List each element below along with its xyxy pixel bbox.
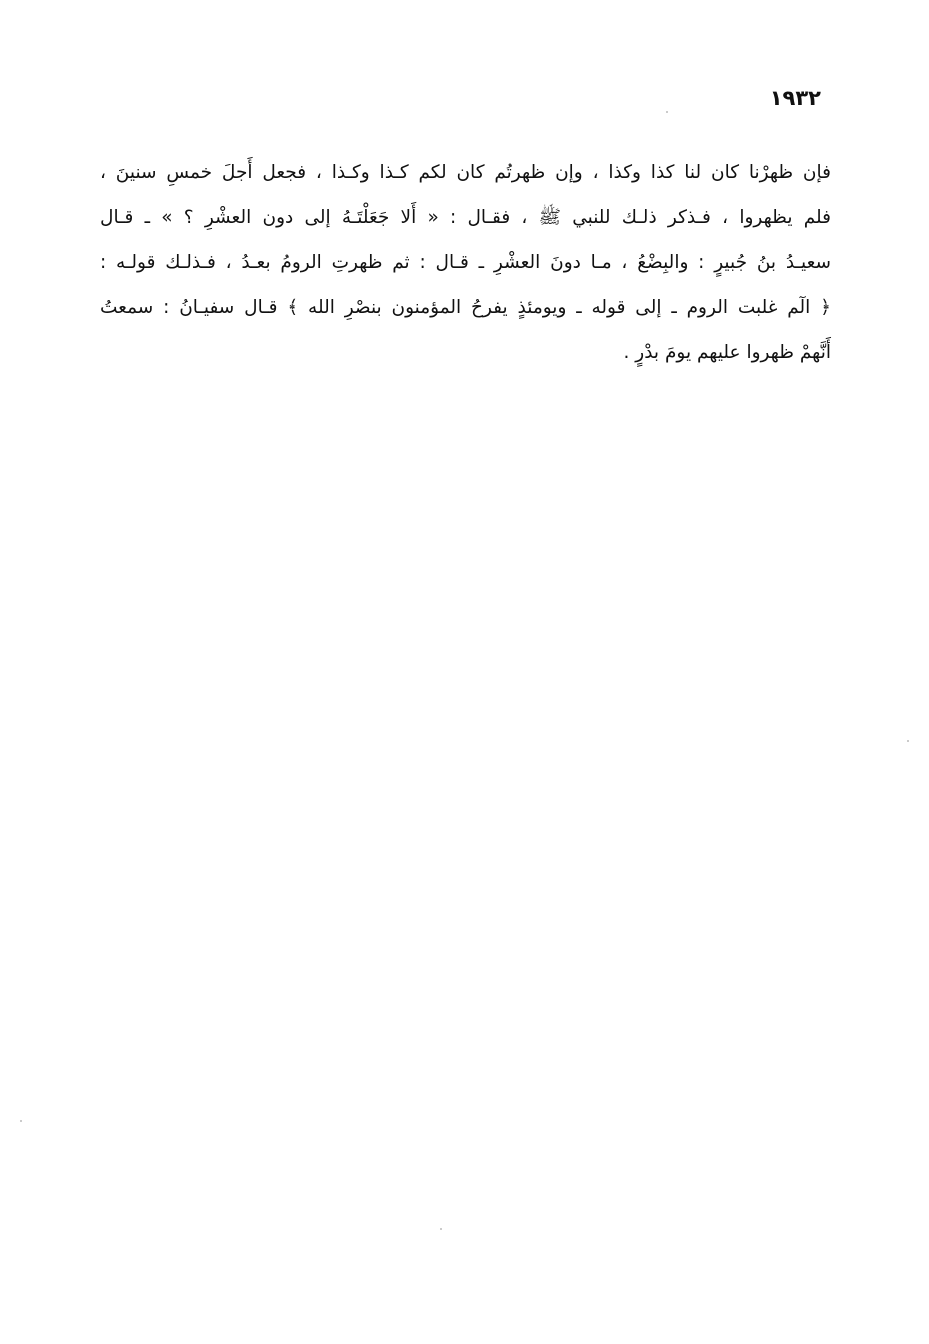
body-text bbox=[100, 150, 831, 375]
scan-speck bbox=[440, 1228, 442, 1230]
text-line: فلم يظهروا ، فـذكر ذلـك للنبي ﷺ ، فقـال : « أَلا جَعَلْتَـهُ إلى دون العشْرِ ؟ » ـ قـال bbox=[100, 207, 831, 228]
page-number: ١٩٣٢ bbox=[769, 86, 821, 110]
scan-speck bbox=[20, 1120, 22, 1122]
scan-speck bbox=[666, 111, 668, 113]
text-line: ﴿ الٓم غلبت الروم ـ إلى قوله ـ ويومئذٍ يفرحُ المؤمنون بنصْرِ الله ﴾ قـال سفيـانُ : سمعتُ bbox=[100, 297, 831, 318]
scan-speck bbox=[907, 740, 909, 742]
text-line: سعيـدُ بنُ جُبيرٍ : والبِضْعُ ، مـا دونَ العشْرِ ـ قـال : ثم ظهرتِ الرومُ بعـدُ ، فـذلـك قولـه : bbox=[100, 252, 831, 273]
text-line: فإن ظهرْنا كان لنا كذا وكذا ، وإن ظهرتُم كان لكم كـذا وكـذا ، فجعل أَجلَ خمسِ سنينَ ، bbox=[100, 162, 831, 183]
text-line: أَنَّهمْ ظهروا عليهم يومَ بدْرٍ . bbox=[623, 342, 831, 363]
